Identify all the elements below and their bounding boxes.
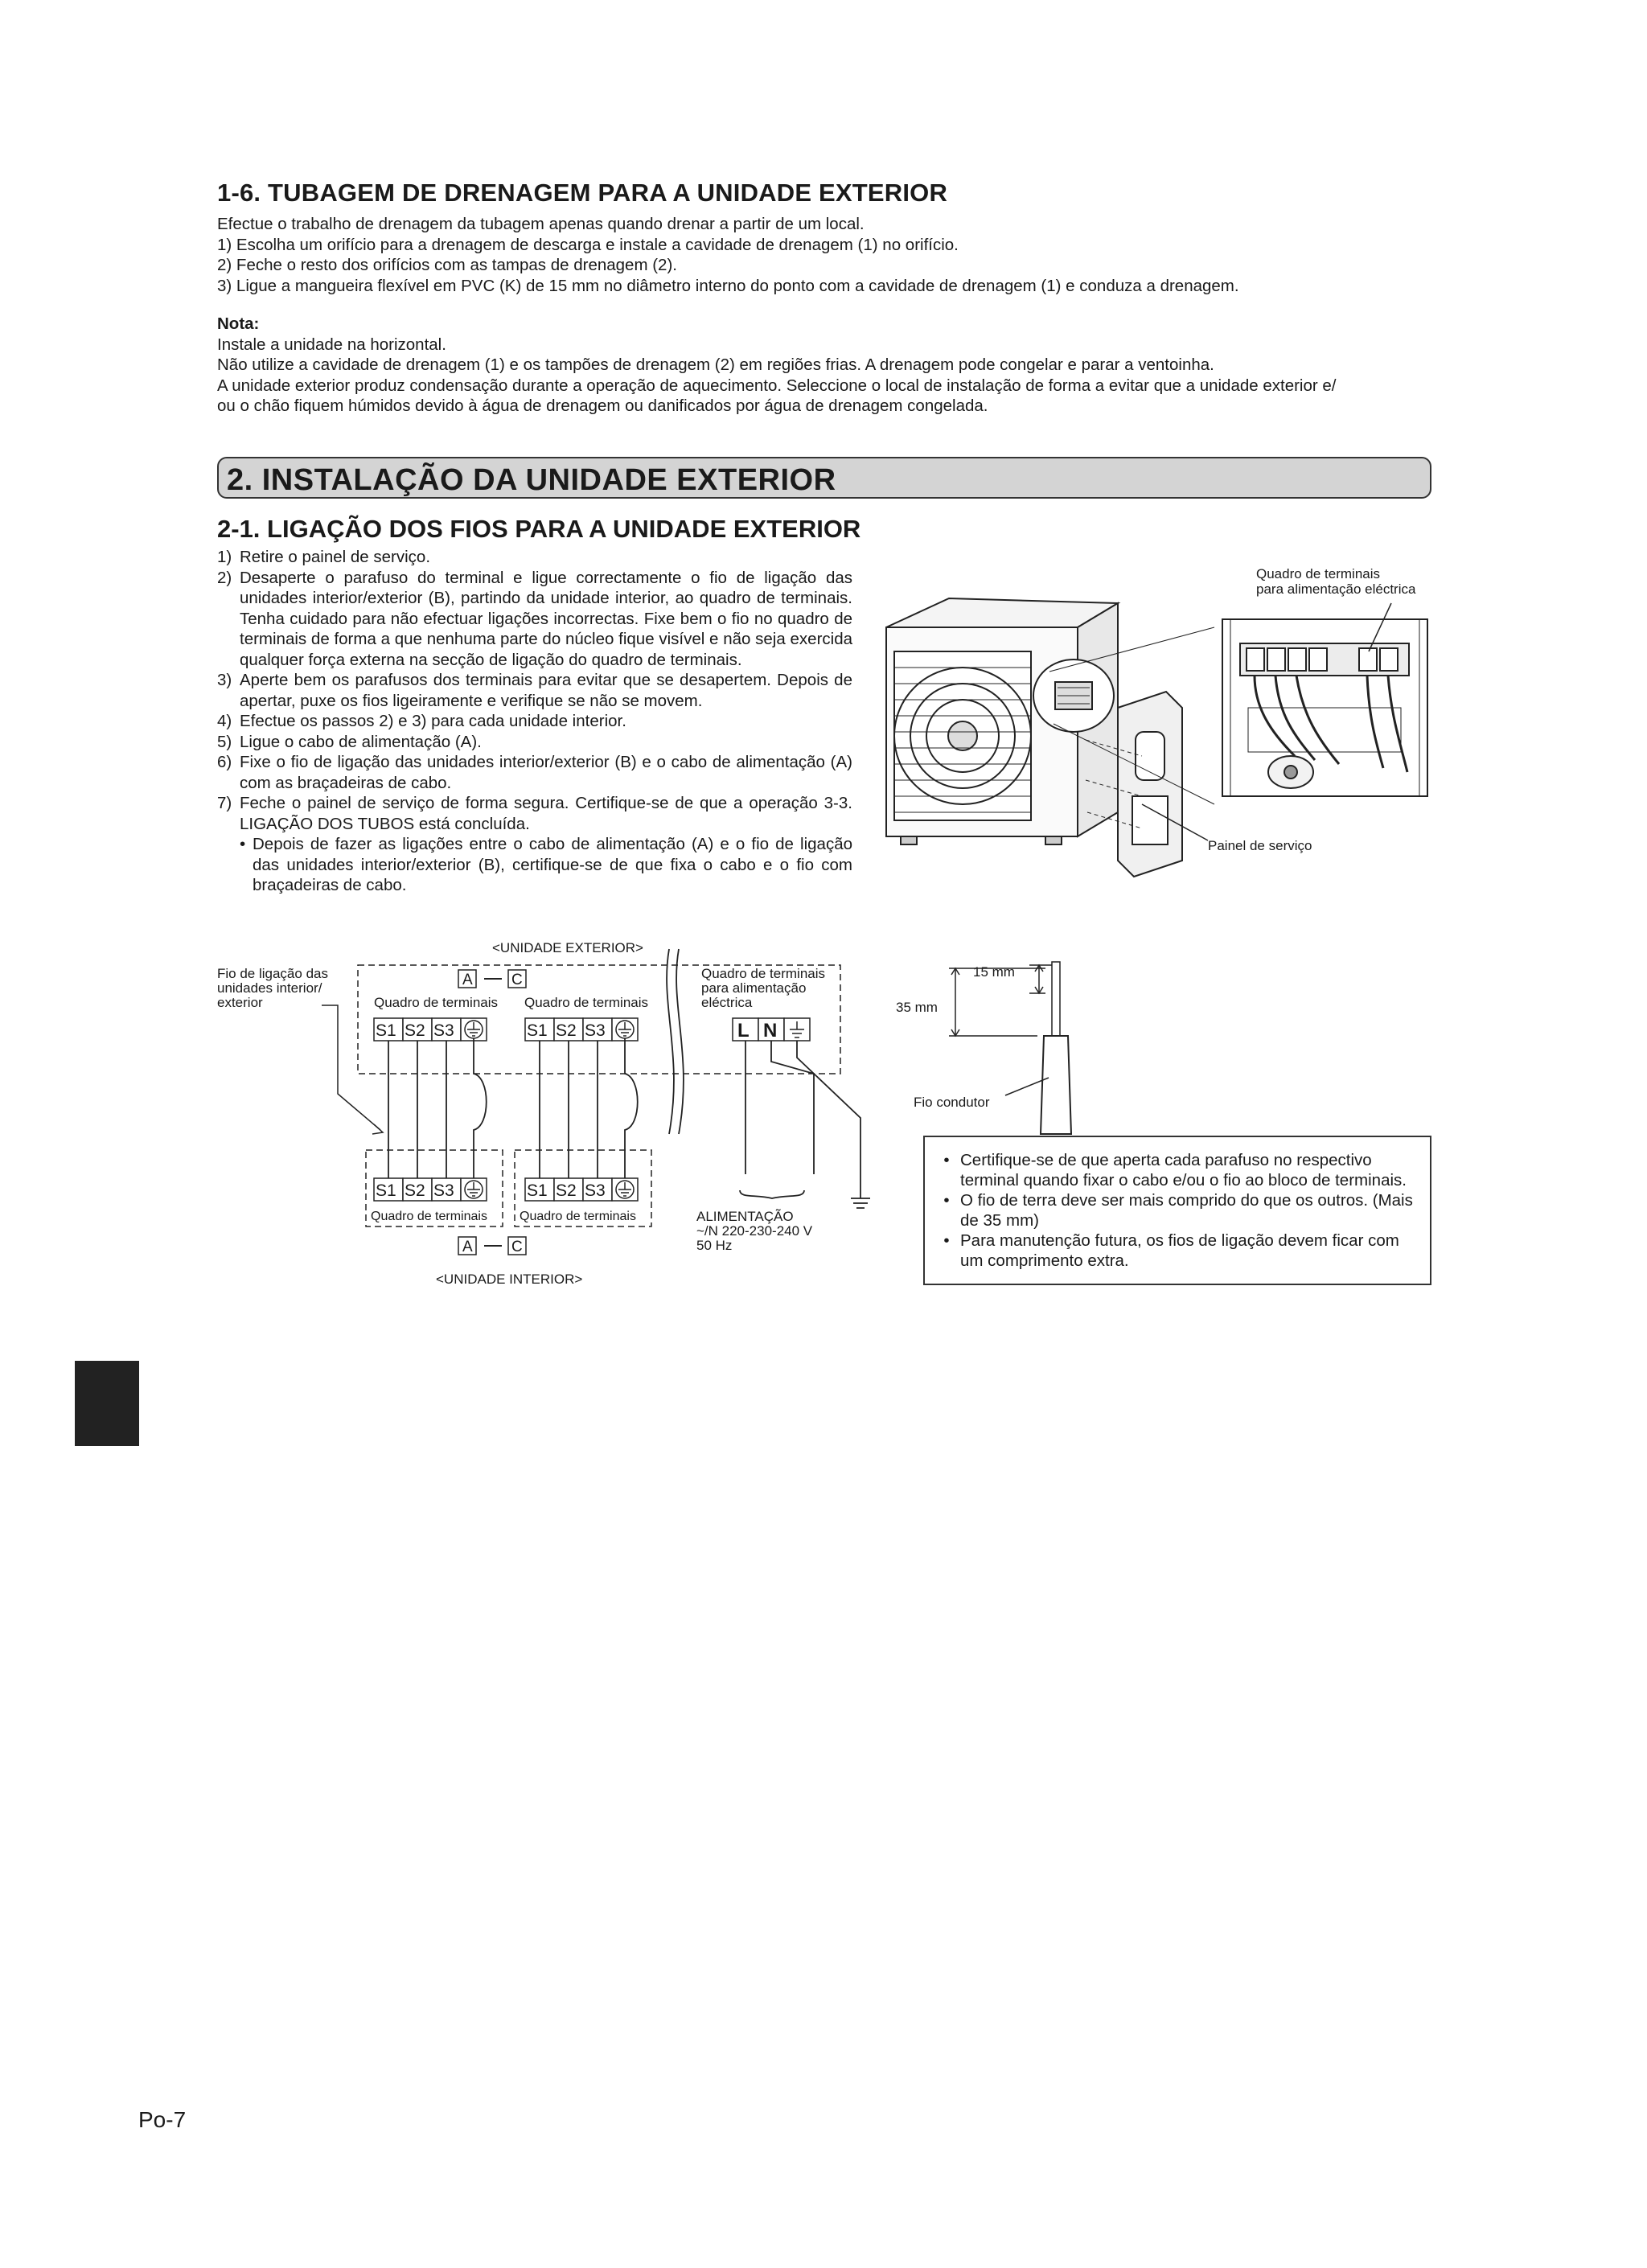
label-line: para alimentação eléctrica bbox=[1256, 581, 1416, 597]
drainage-line: 2) Feche o resto dos orifícios com as tampas de drenagem (2). bbox=[217, 256, 677, 274]
step-item bbox=[217, 732, 852, 753]
note-text: Para manutenção futura, os fios de ligação devem ficar com um comprimento extra. bbox=[960, 1231, 1399, 1270]
bullet-mark: • bbox=[240, 835, 246, 853]
step-text: Aperte bem os parafusos dos terminais para evitar que se desapertem. Depois de apertar, puxe os fios ligeiramente e verifique se não se movem. bbox=[240, 671, 852, 710]
terminal-block-label bbox=[1256, 566, 1415, 597]
bullet-mark: • bbox=[943, 1231, 950, 1250]
terminal-s2: S2 bbox=[405, 1181, 425, 1200]
terminal-s1: S1 bbox=[376, 1021, 396, 1040]
terminal-s3: S3 bbox=[433, 1181, 454, 1200]
step-item bbox=[217, 793, 852, 834]
unit-c-label: C bbox=[511, 1239, 523, 1255]
terminal-s1: S1 bbox=[527, 1021, 548, 1040]
wire-strip-diagram bbox=[885, 957, 1142, 1142]
strip-length-15: 15 mm bbox=[973, 964, 1015, 980]
terminal-n: N bbox=[763, 1020, 778, 1042]
step-text: Efectue os passos 2) e 3) para cada unidade interior. bbox=[240, 712, 626, 730]
step-item bbox=[217, 547, 852, 568]
note-line: Instale a unidade na horizontal. bbox=[217, 335, 446, 354]
terminal-s3: S3 bbox=[433, 1021, 454, 1040]
section-2-header bbox=[217, 457, 1431, 499]
step-text: Fixe o fio de ligação das unidades interior/exterior (B) e o cabo de alimentação (A) com as braçadeiras de cabo. bbox=[240, 753, 852, 792]
power-terminal-label: para alimentação bbox=[701, 980, 807, 996]
step-item bbox=[217, 752, 852, 793]
wire-label: exterior bbox=[217, 995, 263, 1010]
terminal-s2: S2 bbox=[556, 1181, 577, 1200]
note-line: ou o chão fiquem húmidos devido à água de drenagem ou danificados por água de drenagem congelada. bbox=[217, 396, 988, 415]
note-item bbox=[933, 1190, 1422, 1231]
step-number: 1) bbox=[217, 548, 232, 566]
indoor-terminal-c-label: Quadro de terminais bbox=[520, 1210, 636, 1223]
note-item bbox=[933, 1150, 1422, 1190]
note-text: Certifique-se de que aperta cada parafuso no respectivo terminal quando fixar o cabo e/ou o fio ao bloco de terminais. bbox=[960, 1151, 1407, 1189]
step-item bbox=[217, 711, 852, 732]
power-terminal-label: Quadro de terminais bbox=[701, 966, 826, 981]
bullet-mark: • bbox=[943, 1191, 950, 1210]
section-2-1-title: 2-1. LIGAÇÃO DOS FIOS PARA A UNIDADE EXTERIOR bbox=[217, 515, 861, 543]
step-text: Ligue o cabo de alimentação (A). bbox=[240, 732, 482, 751]
wiring-diagram bbox=[209, 933, 901, 1303]
supply-label: ALIMENTAÇÃO bbox=[696, 1209, 794, 1224]
bullet-text: Depois de fazer as ligações entre o cabo de alimentação (A) e o fio de ligação das unidades interior/exterior (B), certifique-se de que fixa o cabo e o fio com braçadeiras de cabo. bbox=[253, 835, 852, 894]
terminal-block-a-label: Quadro de terminais bbox=[374, 995, 499, 1010]
terminal-block-c-label: Quadro de terminais bbox=[524, 995, 649, 1010]
step-number: 4) bbox=[217, 712, 232, 730]
bullet-mark: • bbox=[943, 1151, 950, 1169]
step-number: 6) bbox=[217, 753, 232, 771]
step-number: 5) bbox=[217, 732, 232, 751]
power-terminal-label: eléctrica bbox=[701, 995, 753, 1010]
step-text: Desaperte o parafuso do terminal e ligue correctamente o fio de ligação das unidades interior/exterior (B), partindo da unidade interior, ao quadro de terminais. Tenha cuidado para não efectuar ligações incorrectas. Fixe bem o fio no quadro de terminais de forma a que nenhuma parte do núcleo fique visível e não seja exercida qualquer força externa na secção de ligação do quadro de terminais. bbox=[240, 568, 852, 669]
terminal-l: L bbox=[737, 1020, 750, 1042]
unit-a-label: A bbox=[462, 1239, 473, 1255]
unit-a-label: A bbox=[462, 972, 473, 988]
wiring-steps bbox=[217, 547, 852, 896]
terminal-s3: S3 bbox=[585, 1181, 606, 1200]
indoor-terminal-a-label: Quadro de terminais bbox=[371, 1210, 487, 1223]
terminal-s3: S3 bbox=[585, 1021, 606, 1040]
terminal-s1: S1 bbox=[527, 1181, 548, 1200]
section-1-6-title: 1-6. TUBAGEM DE DRENAGEM PARA A UNIDADE EXTERIOR bbox=[217, 179, 948, 207]
wire-label: unidades interior/ bbox=[217, 980, 322, 996]
terminal-s2: S2 bbox=[405, 1021, 425, 1040]
outdoor-unit-title: <UNIDADE EXTERIOR> bbox=[492, 940, 643, 955]
wiring-notes-box bbox=[923, 1136, 1431, 1285]
service-panel-label: Painel de serviço bbox=[1208, 838, 1312, 853]
step-number: 2) bbox=[217, 568, 232, 587]
wire-label: Fio de ligação das bbox=[217, 966, 328, 981]
drainage-line: Efectue o trabalho de drenagem da tubagem apenas quando drenar a partir de um local. bbox=[217, 215, 865, 233]
drainage-line: 3) Ligue a mangueira flexível em PVC (K) de 15 mm no diâmetro interno do ponto com a cavidade de drenagem (1) e conduza a drenagem. bbox=[217, 276, 1239, 295]
step-number: 3) bbox=[217, 671, 232, 689]
step-item bbox=[217, 670, 852, 711]
drainage-instructions bbox=[217, 214, 1440, 296]
section-2-title: 2. INSTALAÇÃO DA UNIDADE EXTERIOR bbox=[227, 463, 836, 497]
strip-length-35: 35 mm bbox=[896, 1000, 938, 1015]
note-item bbox=[933, 1231, 1422, 1271]
note-line: A unidade exterior produz condensação durante a operação de aquecimento. Seleccione o local de instalação de forma a evitar que a unidade exterior e/ bbox=[217, 376, 1337, 395]
step-number: 7) bbox=[217, 794, 232, 812]
label-line: Quadro de terminais bbox=[1256, 566, 1381, 581]
language-side-tab bbox=[75, 1361, 139, 1446]
conductor-label: Fio condutor bbox=[914, 1095, 990, 1110]
step-item bbox=[217, 568, 852, 671]
note-title: Nota: bbox=[217, 314, 260, 333]
drainage-line: 1) Escolha um orifício para a drenagem de descarga e instale a cavidade de drenagem (1) no orifício. bbox=[217, 235, 959, 254]
step-text: Feche o painel de serviço de forma segura. Certifique-se de que a operação 3-3. LIGAÇÃO DOS TUBOS está concluída. bbox=[240, 794, 852, 833]
note-text: O fio de terra deve ser mais comprido do que os outros. (Mais de 35 mm) bbox=[960, 1191, 1413, 1230]
drainage-note bbox=[217, 314, 1440, 417]
note-line: Não utilize a cavidade de drenagem (1) e os tampões de drenagem (2) em regiões frias. A drenagem pode congelar e parar a ventoinha. bbox=[217, 355, 1214, 374]
outdoor-unit-illustration bbox=[877, 595, 1440, 885]
step-bullet bbox=[217, 834, 852, 896]
unit-c-label: C bbox=[511, 972, 523, 988]
arrow-icon bbox=[372, 1124, 383, 1134]
terminal-s1: S1 bbox=[376, 1181, 396, 1200]
supply-label: ~/N 220-230-240 V bbox=[696, 1223, 813, 1239]
step-text: Retire o painel de serviço. bbox=[240, 548, 431, 566]
supply-label: 50 Hz bbox=[696, 1238, 733, 1253]
page-number: Po-7 bbox=[138, 2107, 187, 2132]
terminal-s2: S2 bbox=[556, 1021, 577, 1040]
indoor-unit-title: <UNIDADE INTERIOR> bbox=[436, 1272, 583, 1287]
